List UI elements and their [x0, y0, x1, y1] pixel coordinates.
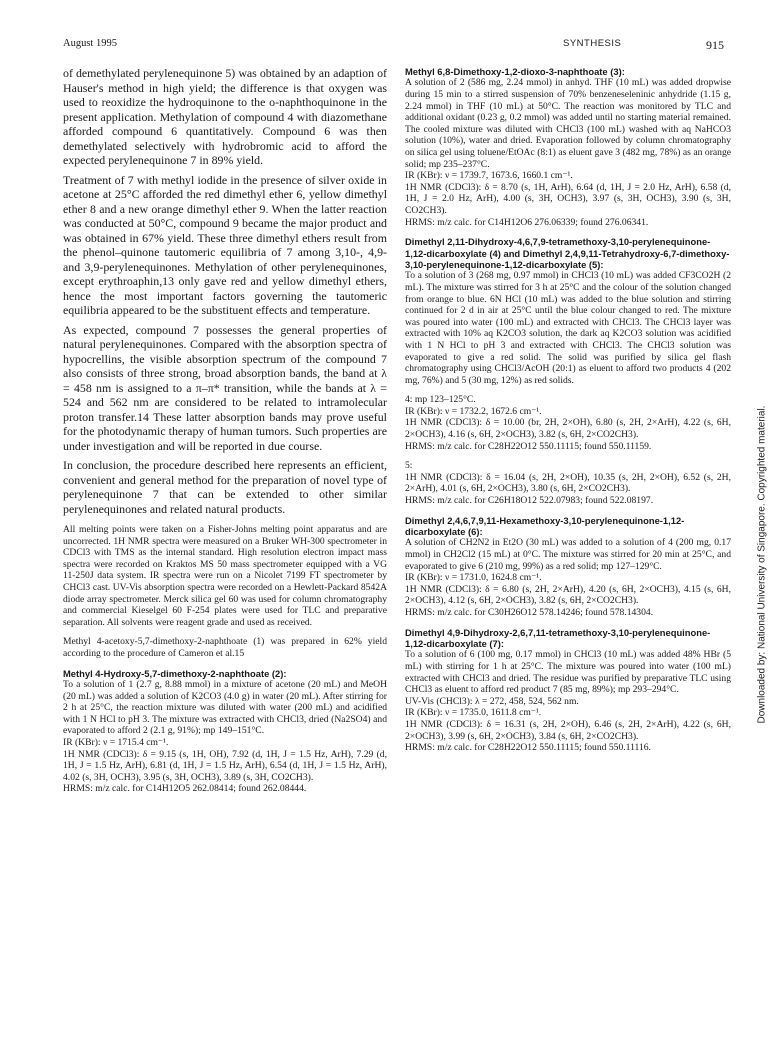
section-gap	[405, 452, 731, 460]
compound-2-nmr: 1H NMR (CDCl3): δ = 9.15 (s, 1H, OH), 7.92 (d, 1H, J = 1.5 Hz, ArH), 7.29 (d, 1H, J = 1.5 Hz, ArH), 6.81 (d, 1H, J = 1.5 Hz, ArH), 6.54 (d, 1H, J = 1.5 Hz, ArH), 4.02 (s, 3H, OCH3), 3.95 (s, 3H, OCH3), 3.89 (s, 3H, CO2CH3).	[63, 748, 387, 783]
compound-4-nmr: 1H NMR (CDCl3): δ = 10.00 (br, 2H, 2×OH), 6.80 (s, 2H, 2×ArH), 4.22 (s, 6H, 2×OCH3), 4.16 (s, 6H, 2×OCH3), 3.82 (s, 6H, 2×CO2CH3).	[405, 417, 731, 441]
right-column	[405, 66, 731, 754]
compound-7-hrms: HRMS: m/z calc. for C28H22O12 550.11115; found 550.11116.	[405, 742, 651, 754]
header-date: August 1995	[63, 38, 117, 49]
body-paragraph: In conclusion, the procedure described here represents an efficient, convenient and general method for the preparation of novel type of perylenequinone 7 that can be extended to other similar perylenequinones and related natural products.	[63, 458, 387, 516]
section-gap	[405, 386, 731, 394]
section-gap	[63, 660, 387, 668]
compound-6-hrms: HRMS: m/z calc. for C30H26O12 578.14246; found 578.14304.	[405, 607, 654, 618]
compound-4-5-procedure: To a solution of 3 (268 mg, 0.97 mmol) in CHCl3 (10 mL) was added CF3CO2H (2 mL). The mixture was stirred for 3 h at 25°C and the colour of the solution changed from orange to blue. 6N HCl (10 mL) was added to the blue solution and stirring continued for 2 d in air at 25°C until the blue colour changed to red. The mixture was poured into water (100 mL) and extracted with CHCl3. The CHCl3 layer was extracted with 10% aq K2CO3 solution, the dark aq K2CO3 solution was acidified with 1 N HCl to pH 3 and extracted with CHCl3. The CHCl3 solution was evaporated to give a red solid. The solid was purified by silica gel flash chromatography using CHCl3/AcOH (20:1) as eluent to afford two products 4 (202 mg, 76%) and 5 (30 mg, 12%) as red solids.	[405, 270, 731, 386]
experimental-note: Methyl 4-acetoxy-5,7-dimethoxy-2-naphthoate (1) was prepared in 62% yield according to the procedure of Cameron et al.15	[63, 636, 387, 659]
compound-6-heading: Dimethyl 2,4,6,7,9,11-Hexamethoxy-3,10-perylenequinone-1,12-dicarboxylate (6):	[405, 514, 685, 538]
compound-3-procedure: A solution of 2 (586 mg, 2.24 mmol) in anhyd. THF (10 mL) was added dropwise during 15 min to a stirred suspension of 70% benzeneseleninic anhydride (1.15 g, 2.24 mmol) in THF (10 mL) at 50°C. The reaction was monitored by TLC and additional oxidant (0.23 g, 0.2 mmol) was added until no starting material remained. The cooled mixture was diluted with CHCl3 (100 mL) washed with aq NaHCO3 solution (10%), water and dried. Evaporation followed by column chromatography on silica gel using toluene/EtOAc (8:1) as eluent gave 3 (482 mg, 78%) as an orange solid; mp 235–237°C.	[405, 77, 731, 170]
header-journal: SYNTHESIS	[563, 38, 622, 49]
section-gap	[405, 619, 731, 627]
header-page-number: 915	[706, 38, 724, 52]
compound-7-ir: IR (KBr): ν = 1735.0, 1611.8 cm⁻¹.	[405, 707, 542, 719]
compound-7-uv: UV-Vis (CHCl3): λ = 272, 458, 524, 562 nm.	[405, 695, 579, 707]
body-paragraph: Treatment of 7 with methyl iodide in the presence of silver oxide in acetone at 25°C afforded the red dimethyl ether 6, yellow dimethyl ether 8 and a new orange dimethyl ether 9. When the latter reaction was conducted at 50°C, compound 9 became the major product and was obtained in 67% yield. These three dimethyl ethers result from the phenol–quinone tautomeric equilibria of 7 among 3,10-, 4,9- and 3,9-perylenequinones. Methylation of other perylenequinones, except erythroaphin,13 only gave red and yellow dimethyl ethers, hence the most important factors governing the tautomeric equilibria appeared to be the substituent effects and temperature.	[63, 172, 387, 317]
compound-4-mp: 4: mp 123–125°C.	[405, 394, 476, 406]
download-notice-text: Downloaded by: National University of Singapore. Copyrighted material.	[756, 405, 768, 724]
body-paragraph: of demethylated perylenequinone 5) was obtained by an adaption of Hauser's method in high yield; the difference is that oxygen was used to reoxidize the hydroquinone to the o-naphthoquinone in the present application. Methylation of compound 4 with diazomethane afforded compound 6 quantitatively. Compound 6 was then demethylated selectively with hydrobromic acid to afford the expected perylenequinone 7 in 89% yield.	[63, 66, 387, 167]
compound-6-nmr: 1H NMR (CDCl3): δ = 6.80 (s, 2H, 2×ArH), 4.20 (s, 6H, 2×OCH3), 4.15 (s, 6H, 2×OCH3), 4.12 (s, 6H, 2×OCH3), 3.82 (s, 6H, 2×CO2CH3).	[405, 583, 731, 607]
section-gap	[63, 628, 387, 636]
compound-4-hrms: HRMS: m/z calc. for C28H22O12 550.11115; found 550.11159.	[405, 440, 652, 452]
body-paragraph: As expected, compound 7 possesses the general properties of natural perylenequinones. Compared with the absorption spectra of hypocrellins, the visible absorption spectrum of the compound 7 also consists of three strong, broad absorption bands, the band at λ = 458 nm is assigned to a π–π* transition, while the bands at λ = 524 and 562 nm are considered to be related to intramolecular proton transfer.14 These latter absorption bands may prove useful for the photodynamic therapy of human tumors. Such properties are under investigation and will be reported in due course.	[63, 322, 387, 453]
compound-4-ir: IR (KBr): ν = 1732.2, 1672.6 cm⁻¹.	[405, 405, 542, 417]
compound-3-hrms: HRMS: m/z calc. for C14H12O6 276.06339; found 276.06341.	[405, 216, 649, 228]
section-gap	[405, 228, 731, 236]
compound-6-procedure: A solution of CH2N2 in Et2O (30 mL) was added to a solution of 4 (200 mg, 0.17 mmol) in CH2Cl2 (15 mL) at 0°C. The mixture was stirred for 20 min at 25°C, and evaporated to give 6 (210 mg, 99%) as a red solid; mp 127–129°C.	[405, 537, 731, 572]
compound-3-ir: IR (KBr): ν = 1739.7, 1673.6, 1660.1 cm⁻¹.	[405, 170, 573, 182]
compound-5-hrms: HRMS: m/z calc. for C26H18O12 522.07983; found 522.08197.	[405, 495, 654, 507]
compound-7-nmr: 1H NMR (CDCl3): δ = 16.31 (s, 2H, 2×OH), 6.46 (s, 2H, 2×ArH), 4.22 (s, 6H, 2×OCH3), 3.99 (s, 6H, 2×OCH3), 3.84 (s, 6H, 2×CO2CH3).	[405, 718, 731, 742]
section-gap	[405, 507, 731, 515]
compound-4-5-heading: Dimethyl 2,11-Dihydroxy-4,6,7,9-tetramethoxy-3,10-perylenequinone-1,12-dicarboxylate (4) and Dimethyl 2,4,9,11-Tetrahydroxy-6,7-dimethoxy-3,10-perylenequinone-1,12-dicarboxylate (5):	[405, 236, 730, 270]
compound-7-heading: Dimethyl 4,9-Dihydroxy-2,6,7,11-tetramethoxy-3,10-perylenequinone-1,12-dicarboxylate (7):	[405, 626, 711, 649]
compound-2-procedure: To a solution of 1 (2.7 g, 8.88 mmol) in a mixture of acetone (20 mL) and MeOH (20 mL) was added a solution of K2CO3 (4.0 g) in water (20 mL). After stirring for 2 h at 25°C, the reaction mixture was diluted with water (200 mL) and acidified with 1 N HCl to pH 3. The mixture was extracted with CHCl3, dried (Na2SO4) and evaporated to afford 2 (2.1 g, 91%); mp 149–151°C.	[63, 678, 387, 737]
compound-2-ir: IR (KBr): ν = 1715.4 cm⁻¹.	[63, 736, 169, 748]
compound-7-procedure: To a solution of 6 (100 mg, 0.17 mmol) in CHCl3 (10 mL) was added 48% HBr (5 mL) with stirring for 1 h at 25°C. The mixture was poured into water (100 mL) extracted with CHCl3 and dried. The residue was purified by preparative TLC using CHCl3 as eluent to afford red product 7 (85 mg, 89%); mp 293–294°C.	[405, 649, 731, 696]
download-notice	[756, 362, 768, 722]
compound-5-label: 5:	[405, 460, 413, 472]
compound-5-nmr: 1H NMR (CDCl3): δ = 16.04 (s, 2H, 2×OH), 10.35 (s, 2H, 2×OH), 6.52 (s, 2H, 2×ArH), 4.01 (s, 6H, 2×OCH3), 3.80 (s, 6H, 2×CO2CH3).	[405, 471, 731, 495]
compound-2-hrms: HRMS: m/z calc. for C14H12O5 262.08414; found 262.08444.	[63, 783, 307, 795]
compound-2-heading: Methyl 4-Hydroxy-5,7-dimethoxy-2-naphthoate (2):	[63, 667, 287, 679]
compound-3-nmr: 1H NMR (CDCl3): δ = 8.70 (s, 1H, ArH), 6.64 (d, 1H, J = 2.0 Hz, ArH), 6.58 (d, 1H, J = 2.0 Hz, ArH), 4.00 (s, 3H, OCH3), 3.97 (s, 3H, OCH3), 3.90 (s, 3H, CO2CH3).	[405, 181, 731, 216]
compound-3-heading: Methyl 6,8-Dimethoxy-1,2-dioxo-3-naphthoate (3):	[405, 66, 625, 77]
experimental-general: All melting points were taken on a Fisher-Johns melting point apparatus and are uncorrected. 1H NMR spectra were measured on a Bruker WH-300 spectrometer in CDCl3 with TMS as the internal standard. High resolution electron impact mass spectra were recorded on Kraktos MS 50 mass spectrometer equipped with a VG 11-250J data system. IR spectra were run on a Nicolet 7199 FT spectrometer by CHCl3 cast. UV-Vis absorption spectra were recorded on a Hewlett-Packard 8542A diode array spectrometer. Merck silica gel 60 was used for column chromatography and commercial Kieselgel 60 F-254 plates were used for TLC and preparative separation. All solvents were reagent grade and used as received.	[63, 524, 387, 628]
section-gap	[63, 516, 387, 524]
compound-6-ir: IR (KBr): ν = 1731.0, 1624.8 cm⁻¹.	[405, 572, 542, 584]
left-column	[63, 66, 387, 795]
